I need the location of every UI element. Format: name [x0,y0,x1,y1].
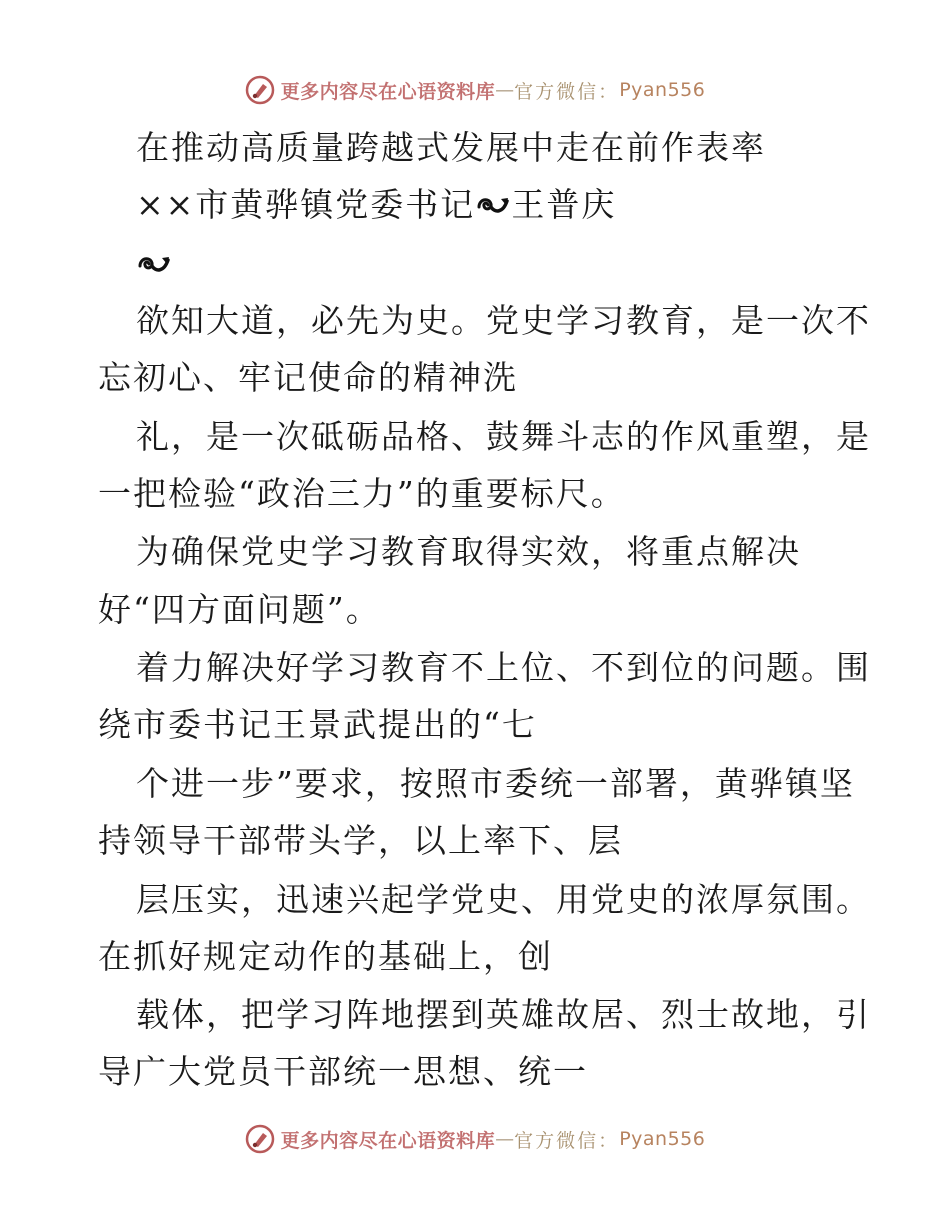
author-name: 王普庆 [511,185,617,224]
swirl-ornament-icon [475,193,511,219]
paragraph-line: 层压实，迅速兴起学党史、用党史的浓厚氛围。 [136,880,871,919]
paragraph-line: 绕市委书记王景武提出的“七 [98,705,537,744]
ornament-line [136,244,172,284]
watermark-wechat-id: Pyan556 [619,79,706,101]
watermark-main-text: 更多内容尽在心语资料库 [280,1129,496,1152]
pen-nib-circle-icon [245,1124,275,1154]
paragraph-line: 欲知大道，必先为史。党史学习教育，是一次不 [136,301,871,340]
watermark-footer [0,1119,950,1159]
watermark-sub-text: 官方微信： [514,1129,620,1152]
watermark-sub-text: 官方微信： [514,80,620,103]
author-prefix: ××市黄骅镇党委书记 [136,185,476,224]
paragraph-line: 导广大党员干部统一思想、统一 [98,1052,588,1091]
watermark-dash: — [495,1128,515,1150]
paragraph-line: 为确保党史学习教育取得实效，将重点解决 [136,532,801,571]
paragraph-line: 一把检验“政治三力”的重要标尺。 [98,474,626,513]
watermark-dash: — [495,79,515,101]
watermark-header [0,70,950,110]
watermark-main-text: 更多内容尽在心语资料库 [280,80,496,103]
pen-nib-circle-icon [245,75,275,105]
paragraph-line: 载体，把学习阵地摆到英雄故居、烈士故地，引 [136,995,871,1034]
paragraph-line: 礼，是一次砥砺品格、鼓舞斗志的作风重塑，是 [136,417,871,456]
swirl-ornament-icon [136,252,172,278]
paragraph-line: 忘初心、牢记使命的精神洗 [98,358,518,397]
watermark-wechat-id: Pyan556 [619,1128,706,1150]
author-line [136,185,616,225]
document-title: 在推动高质量跨越式发展中走在前作表率 [136,128,766,167]
paragraph-line: 个进一步”要求，按照市委统一部署，黄骅镇坚 [136,764,855,803]
paragraph-line: 好“四方面问题”。 [98,590,381,629]
paragraph-line: 在抓好规定动作的基础上，创 [98,937,553,976]
paragraph-line: 持领导干部带头学，以上率下、层 [98,821,623,860]
paragraph-line: 着力解决好学习教育不上位、不到位的问题。围 [136,648,871,687]
